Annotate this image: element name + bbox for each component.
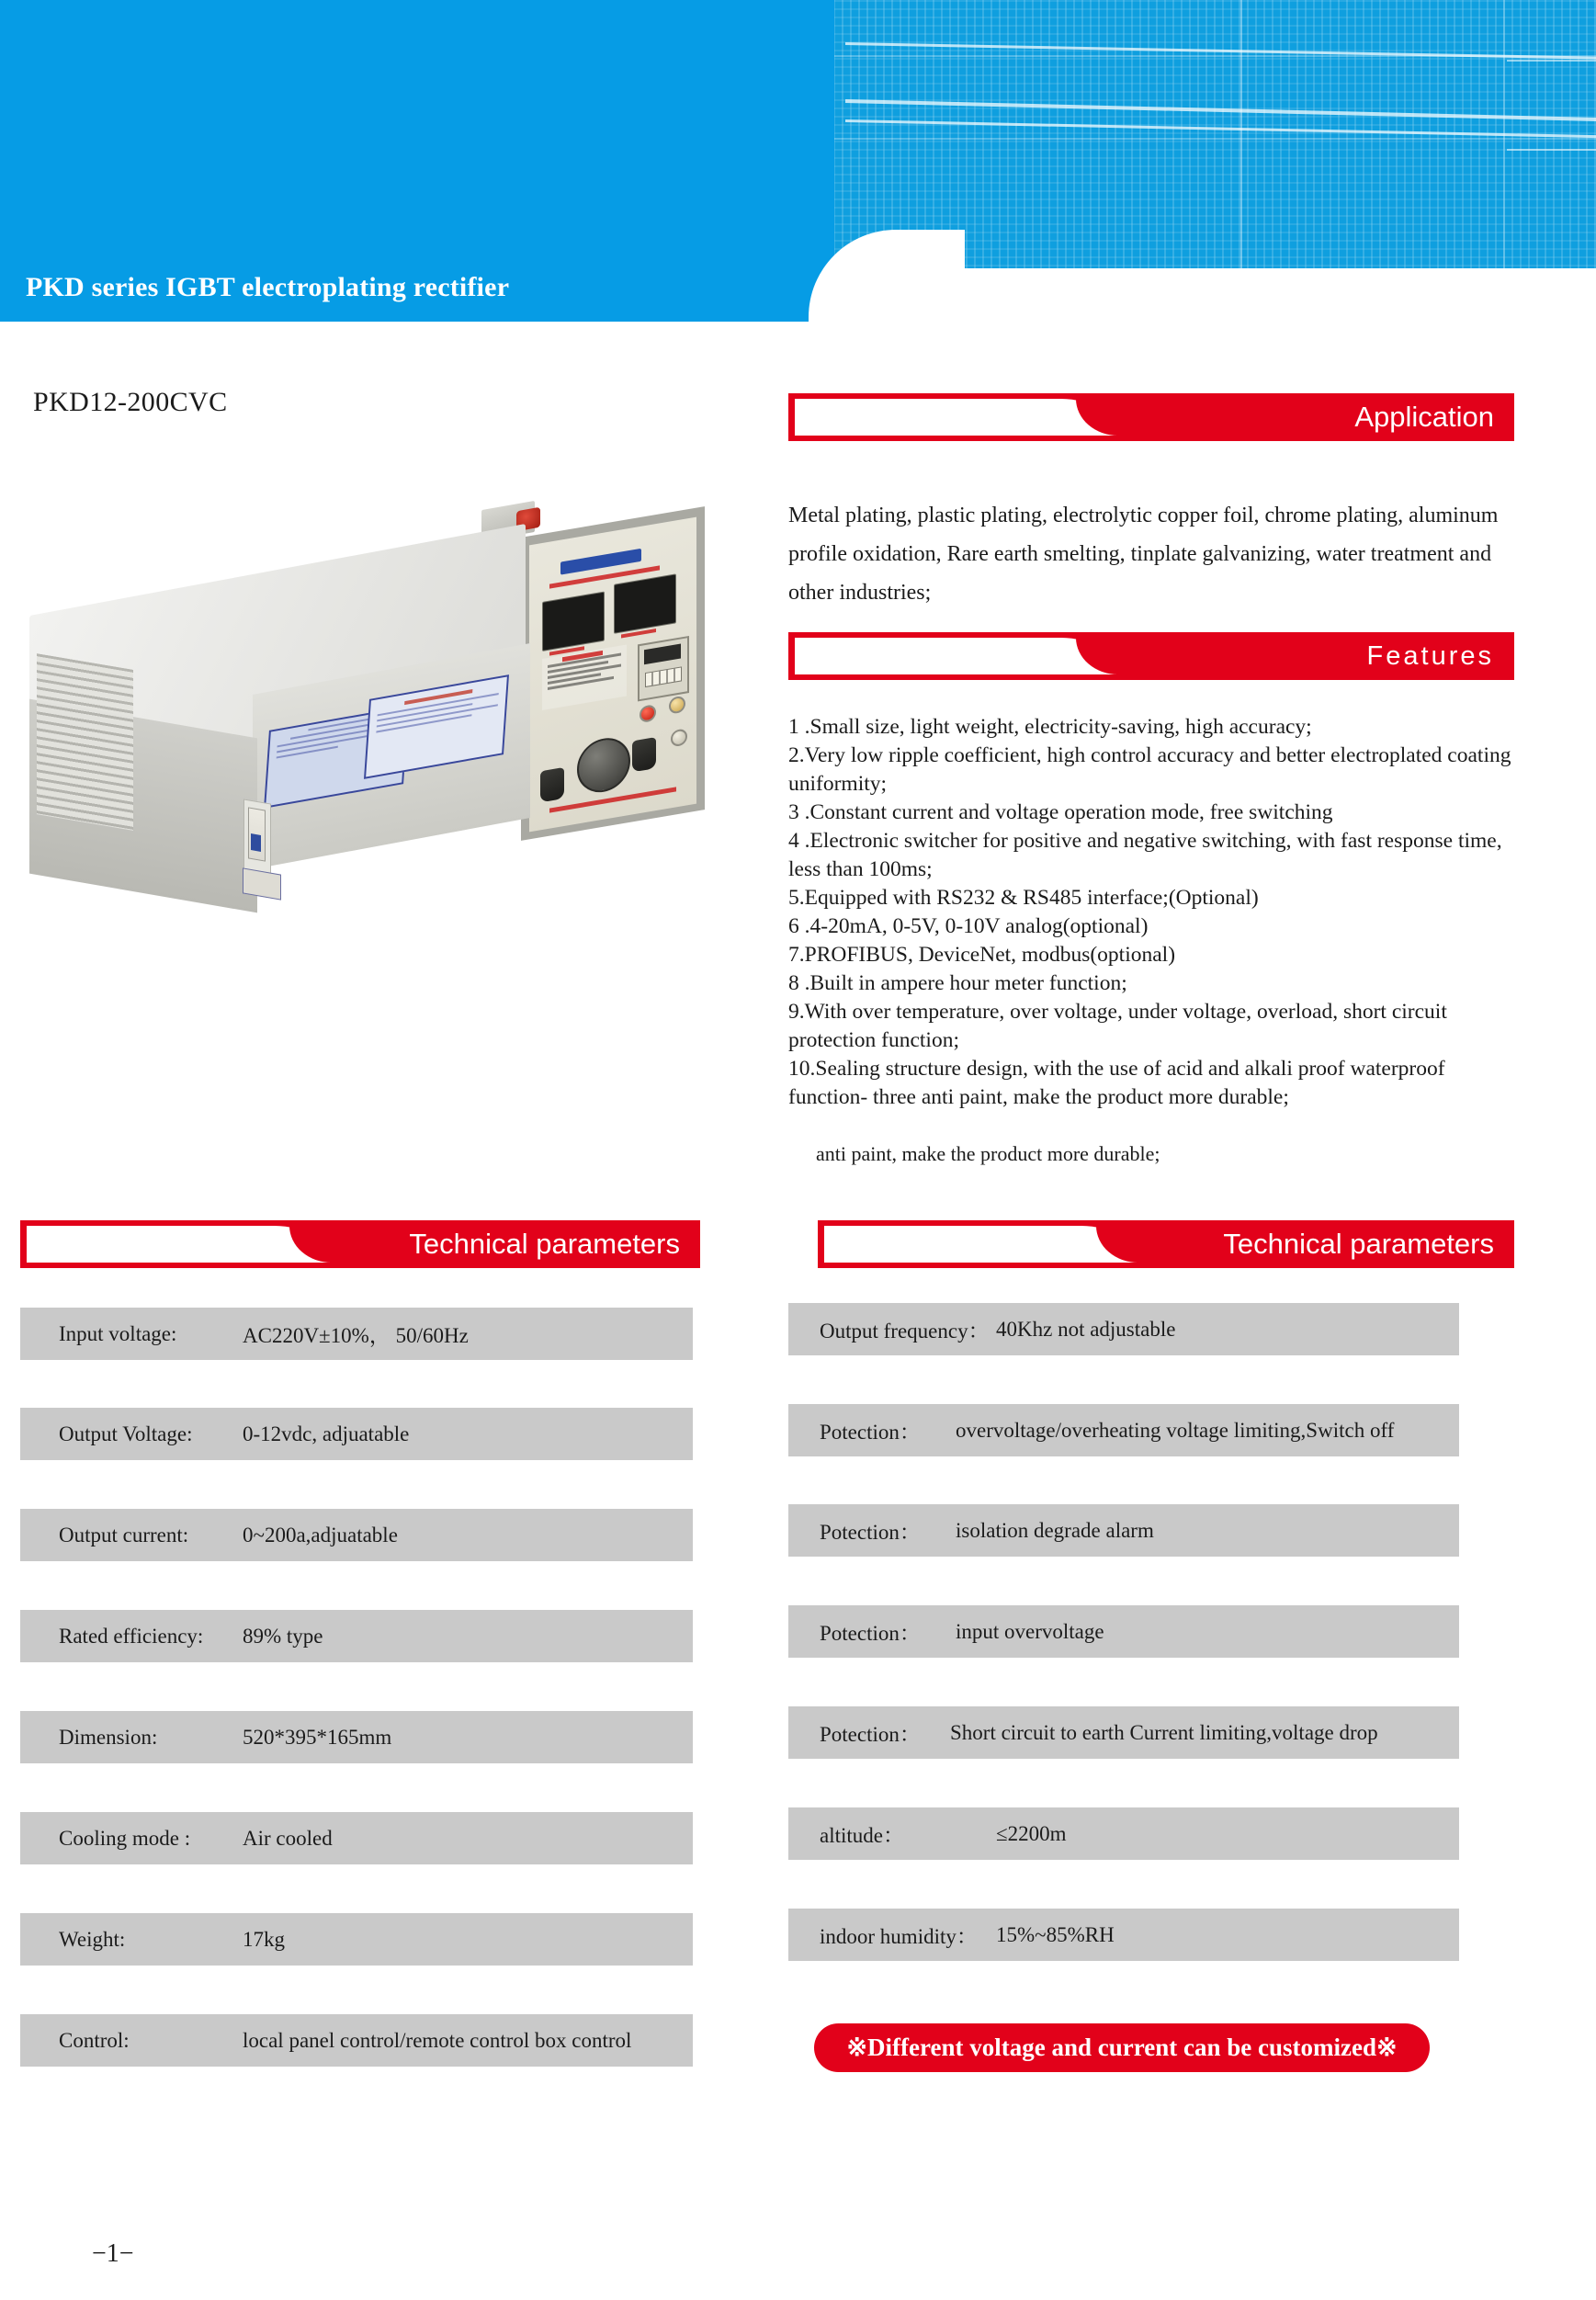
banner-swoosh: [824, 1226, 1137, 1263]
feature-item: 6 .4-20mA, 0-5V, 0-10V analog(optional): [788, 914, 1149, 938]
table-row: [788, 1605, 1459, 1658]
feature-item: 1 .Small size, light weight, electricity-saving, high accuracy;: [788, 715, 1312, 739]
banner-swoosh: [795, 638, 1116, 674]
param-value: isolation degrade alarm: [956, 1518, 1154, 1542]
param-key: Cooling mode :: [59, 1826, 191, 1850]
application-body-text: Metal plating, plastic plating, electrolytic copper foil, chrome plating, aluminum profile oxidation, Rare earth smelting, tinplate galvanizing, water treatment and other industries;: [788, 504, 1499, 605]
param-key: Output current:: [59, 1523, 189, 1547]
feature-item: 7.PROFIBUS, DeviceNet, modbus(optional): [788, 943, 1176, 967]
param-key: indoor humidity：: [820, 1925, 978, 1948]
table-row: [20, 1408, 693, 1460]
param-value: AC220V±10%， 50/60Hz: [243, 1324, 469, 1347]
indicator-light-clear: [671, 728, 687, 747]
table-row: [788, 1504, 1459, 1557]
control-panel-face: [529, 517, 696, 833]
table-row: [788, 1303, 1459, 1355]
ampere-hour-counter: [638, 636, 689, 701]
param-key: Potection：: [820, 1723, 921, 1746]
page-title: PKD series IGBT electroplating rectifier: [26, 272, 510, 302]
oscilloscope-waveform-graphic: [809, 0, 1596, 268]
feature-item: 9.With over temperature, over voltage, under voltage, overload, short circuit protection function;: [788, 1000, 1447, 1052]
scope-horizontal-line: [809, 138, 1596, 140]
application-section-label: Application: [1354, 401, 1494, 433]
toggle-switch-left: [540, 767, 564, 802]
table-row: [20, 1913, 693, 1966]
param-value: input overvoltage: [956, 1619, 1104, 1643]
table-row: [788, 1706, 1459, 1759]
table-row: [20, 1509, 693, 1561]
param-key: altitude：: [820, 1824, 904, 1847]
banner-swoosh: [27, 1226, 330, 1263]
param-value: overvoltage/overheating voltage limiting,Switch off: [956, 1418, 1395, 1442]
page-number: −1−: [92, 2239, 134, 2268]
table-row: [20, 2014, 693, 2067]
label-text-line: [277, 746, 338, 759]
param-key: Potection：: [820, 1622, 921, 1645]
param-value: Short circuit to earth Current limiting,voltage drop: [950, 1720, 1378, 1744]
table-row: [20, 1711, 693, 1763]
param-value: Air cooled: [243, 1826, 333, 1850]
table-row: [788, 1807, 1459, 1860]
param-key: Rated efficiency:: [59, 1624, 204, 1648]
param-value: ≤2200m: [996, 1821, 1067, 1845]
banner-swoosh: [795, 399, 1116, 436]
customization-notice-banner: [814, 2023, 1430, 2072]
table-row: [20, 1308, 693, 1360]
technical-parameters-right-banner: [818, 1220, 1514, 1268]
param-value: 520*395*165mm: [243, 1725, 392, 1749]
panel-bottom-caption: [549, 787, 676, 812]
indicator-light-red: [640, 704, 656, 723]
customization-notice-text: ※Different voltage and current can be customized※: [846, 2034, 1398, 2061]
technical-parameters-left-banner: [20, 1220, 700, 1268]
param-key: Potection：: [820, 1421, 921, 1444]
param-key: Weight:: [59, 1927, 126, 1951]
feature-item: 8 .Built in ampere hour meter function;: [788, 971, 1127, 995]
product-model-title: PKD12-200CVC: [33, 387, 228, 417]
features-section-label: Features: [1366, 640, 1494, 671]
indicator-light-amber: [669, 696, 685, 715]
table-row: [788, 1404, 1459, 1456]
ventilation-slots: [37, 653, 133, 831]
feature-item: 4 .Electronic switcher for positive and negative switching, with fast response time, less than 100ms;: [788, 829, 1502, 881]
voltage-display: [542, 592, 605, 652]
feature-item: 5.Equipped with RS232 & RS485 interface;(Optional): [788, 886, 1259, 910]
param-key: Output Voltage:: [59, 1422, 193, 1445]
param-value: 0~200a,adjuatable: [243, 1523, 398, 1547]
table-row: [20, 1610, 693, 1662]
param-value: 40Khz not adjustable: [996, 1317, 1176, 1341]
features-orphan-line: anti paint, make the product more durable;: [816, 1142, 1160, 1165]
application-section-banner: [788, 393, 1514, 441]
param-key: Dimension:: [59, 1725, 158, 1749]
param-value: 0-12vdc, adjuatable: [243, 1422, 410, 1445]
product-photo: [20, 478, 719, 905]
param-key: Input voltage:: [59, 1321, 177, 1345]
feature-item: 2.Very low ripple coefficient, high control accuracy and better electroplated coating uniformity;: [788, 743, 1511, 796]
table-row: [788, 1909, 1459, 1961]
counter-display: [644, 643, 681, 664]
param-value: local panel control/remote control box control: [243, 2028, 632, 2052]
output-adjust-knob: [577, 734, 630, 797]
param-value: 89% type: [243, 1624, 323, 1648]
technical-parameters-left-label: Technical parameters: [409, 1228, 680, 1260]
table-row: [20, 1812, 693, 1864]
technical-parameters-right-label: Technical parameters: [1223, 1228, 1494, 1260]
counter-dip-switches: [645, 666, 682, 687]
toggle-switch-right: [632, 737, 656, 772]
scope-vertical-line: [1240, 0, 1242, 268]
param-value: 15%~85%RH: [996, 1922, 1115, 1946]
param-key: Control:: [59, 2028, 130, 2052]
feature-item: 10.Sealing structure design, with the use of acid and alkali proof waterproof function- three anti paint, make the product more durable;: [788, 1057, 1445, 1109]
current-display: [614, 573, 676, 634]
param-value: 17kg: [243, 1927, 285, 1951]
page-header: [0, 0, 1596, 322]
param-key: Output frequency：: [820, 1320, 990, 1343]
feature-item: 3 .Constant current and voltage operation mode, free switching: [788, 800, 1333, 824]
breaker-switch: [251, 833, 261, 852]
features-list: [788, 713, 1514, 1112]
features-section-banner: [788, 632, 1514, 680]
param-key: Potection：: [820, 1521, 921, 1544]
